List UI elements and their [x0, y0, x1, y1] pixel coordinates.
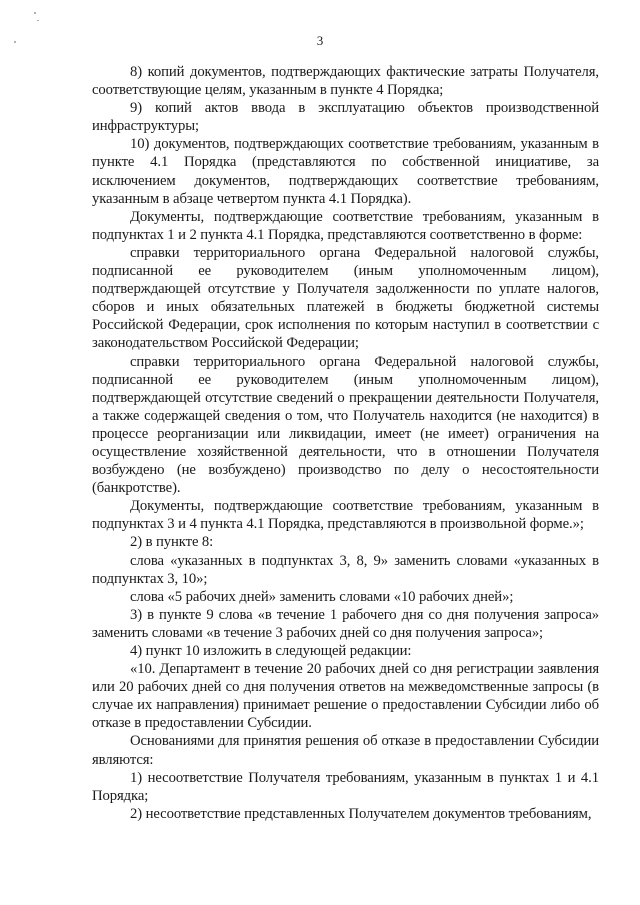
page-number: 3 — [316, 33, 324, 48]
scan-dot — [37, 20, 39, 21]
scan-dot — [34, 12, 36, 14]
paragraph-item-8: 8) копий документов, подтверждающих фактические затраты Получателя, соответствующие целям, указанным в пункте 4 Порядка; — [92, 64, 599, 99]
paragraph-refusal-grounds: Основаниями для принятия решения об отказе в предоставлении Субсидии являются: — [92, 733, 599, 768]
paragraph-point-8-words-1: слова «указанных в подпунктах 3, 8, 9» заменить словами «указанных в подпунктах 3, 10»; — [92, 552, 599, 587]
paragraph-item-9: 9) копий актов ввода в эксплуатацию объектов производственной инфраструктуры; — [92, 100, 599, 135]
paragraph-documents-1-2: Документы, подтверждающие соответствие требованиям, указанным в подпунктах 1 и 2 пункта 4.1 Порядка, представляются соответственно в форме: — [92, 208, 599, 243]
paragraph-tax-debt-certificate: справки территориального органа Федеральной налоговой службы, подписанной ее руководителем (иным уполномоченным лицом), подтверждающей отсутствие у Получателя задолженности по уплате налогов, сборов и иных обязательных платежей в бюджеты бюджетной системы Российской Федерации, срок исполнения по которым наступил в соответствии с законодательством Российской Федерации; — [92, 244, 599, 352]
paragraph-activity-certificate: справки территориального органа Федеральной налоговой службы, подписанной ее руководителем (иным уполномоченным лицом), подтверждающей отсутствие сведений о прекращении деятельности Получателя, а также содержащей сведения о том, что Получатель находится (не находится) в процессе реорганизации или ликвидации, имеет (не имеет) ограничения на осуществление хозяйственной деятельности, что в отношении Получателя возбуждено (не возбуждено) производство по делу о несостоятельности (банкротстве). — [92, 353, 599, 497]
paragraph-point-8-words-2: слова «5 рабочих дней» заменить словами «10 рабочих дней»; — [130, 588, 514, 605]
document-body — [92, 63, 599, 823]
paragraph-item-10: 10) документов, подтверждающих соответствие требованиям, указанным в пункте 4.1 Порядка (представляются по собственной инициативе, за исключением документов, подтверждающих соответствие требованиям, указанным в абзаце четвертом пункта 4.1 Порядка). — [92, 136, 599, 207]
paragraph-point-10-heading: 4) пункт 10 изложить в следующей редакции: — [130, 643, 412, 659]
paragraph-point-9: 3) в пункте 9 слова «в течение 1 рабочего дня со дня получения запроса» заменить словами «в течение 3 рабочих дней со дня получения запроса»; — [92, 606, 599, 641]
paragraph-point-10-text: «10. Департамент в течение 20 рабочих дней со дня регистрации заявления или 20 рабочих дней со дня получения ответов на межведомственные запросы (в случае их направления) принимает решение о предоставлении Субсидии либо об отказе в предоставлении Субсидии. — [92, 661, 599, 732]
paragraph-ground-1: 1) несоответствие Получателя требованиям, указанным в пунктах 1 и 4.1 Порядка; — [92, 769, 599, 804]
paragraph-ground-2: 2) несоответствие представленных Получателем документов требованиям, — [130, 805, 592, 822]
paragraph-point-8-heading: 2) в пункте 8: — [130, 534, 214, 551]
paragraph-documents-3-4: Документы, подтверждающие соответствие требованиям, указанным в подпунктах 3 и 4 пункта 4.1 Порядка, представляются в произвольной форме.»; — [92, 498, 599, 533]
